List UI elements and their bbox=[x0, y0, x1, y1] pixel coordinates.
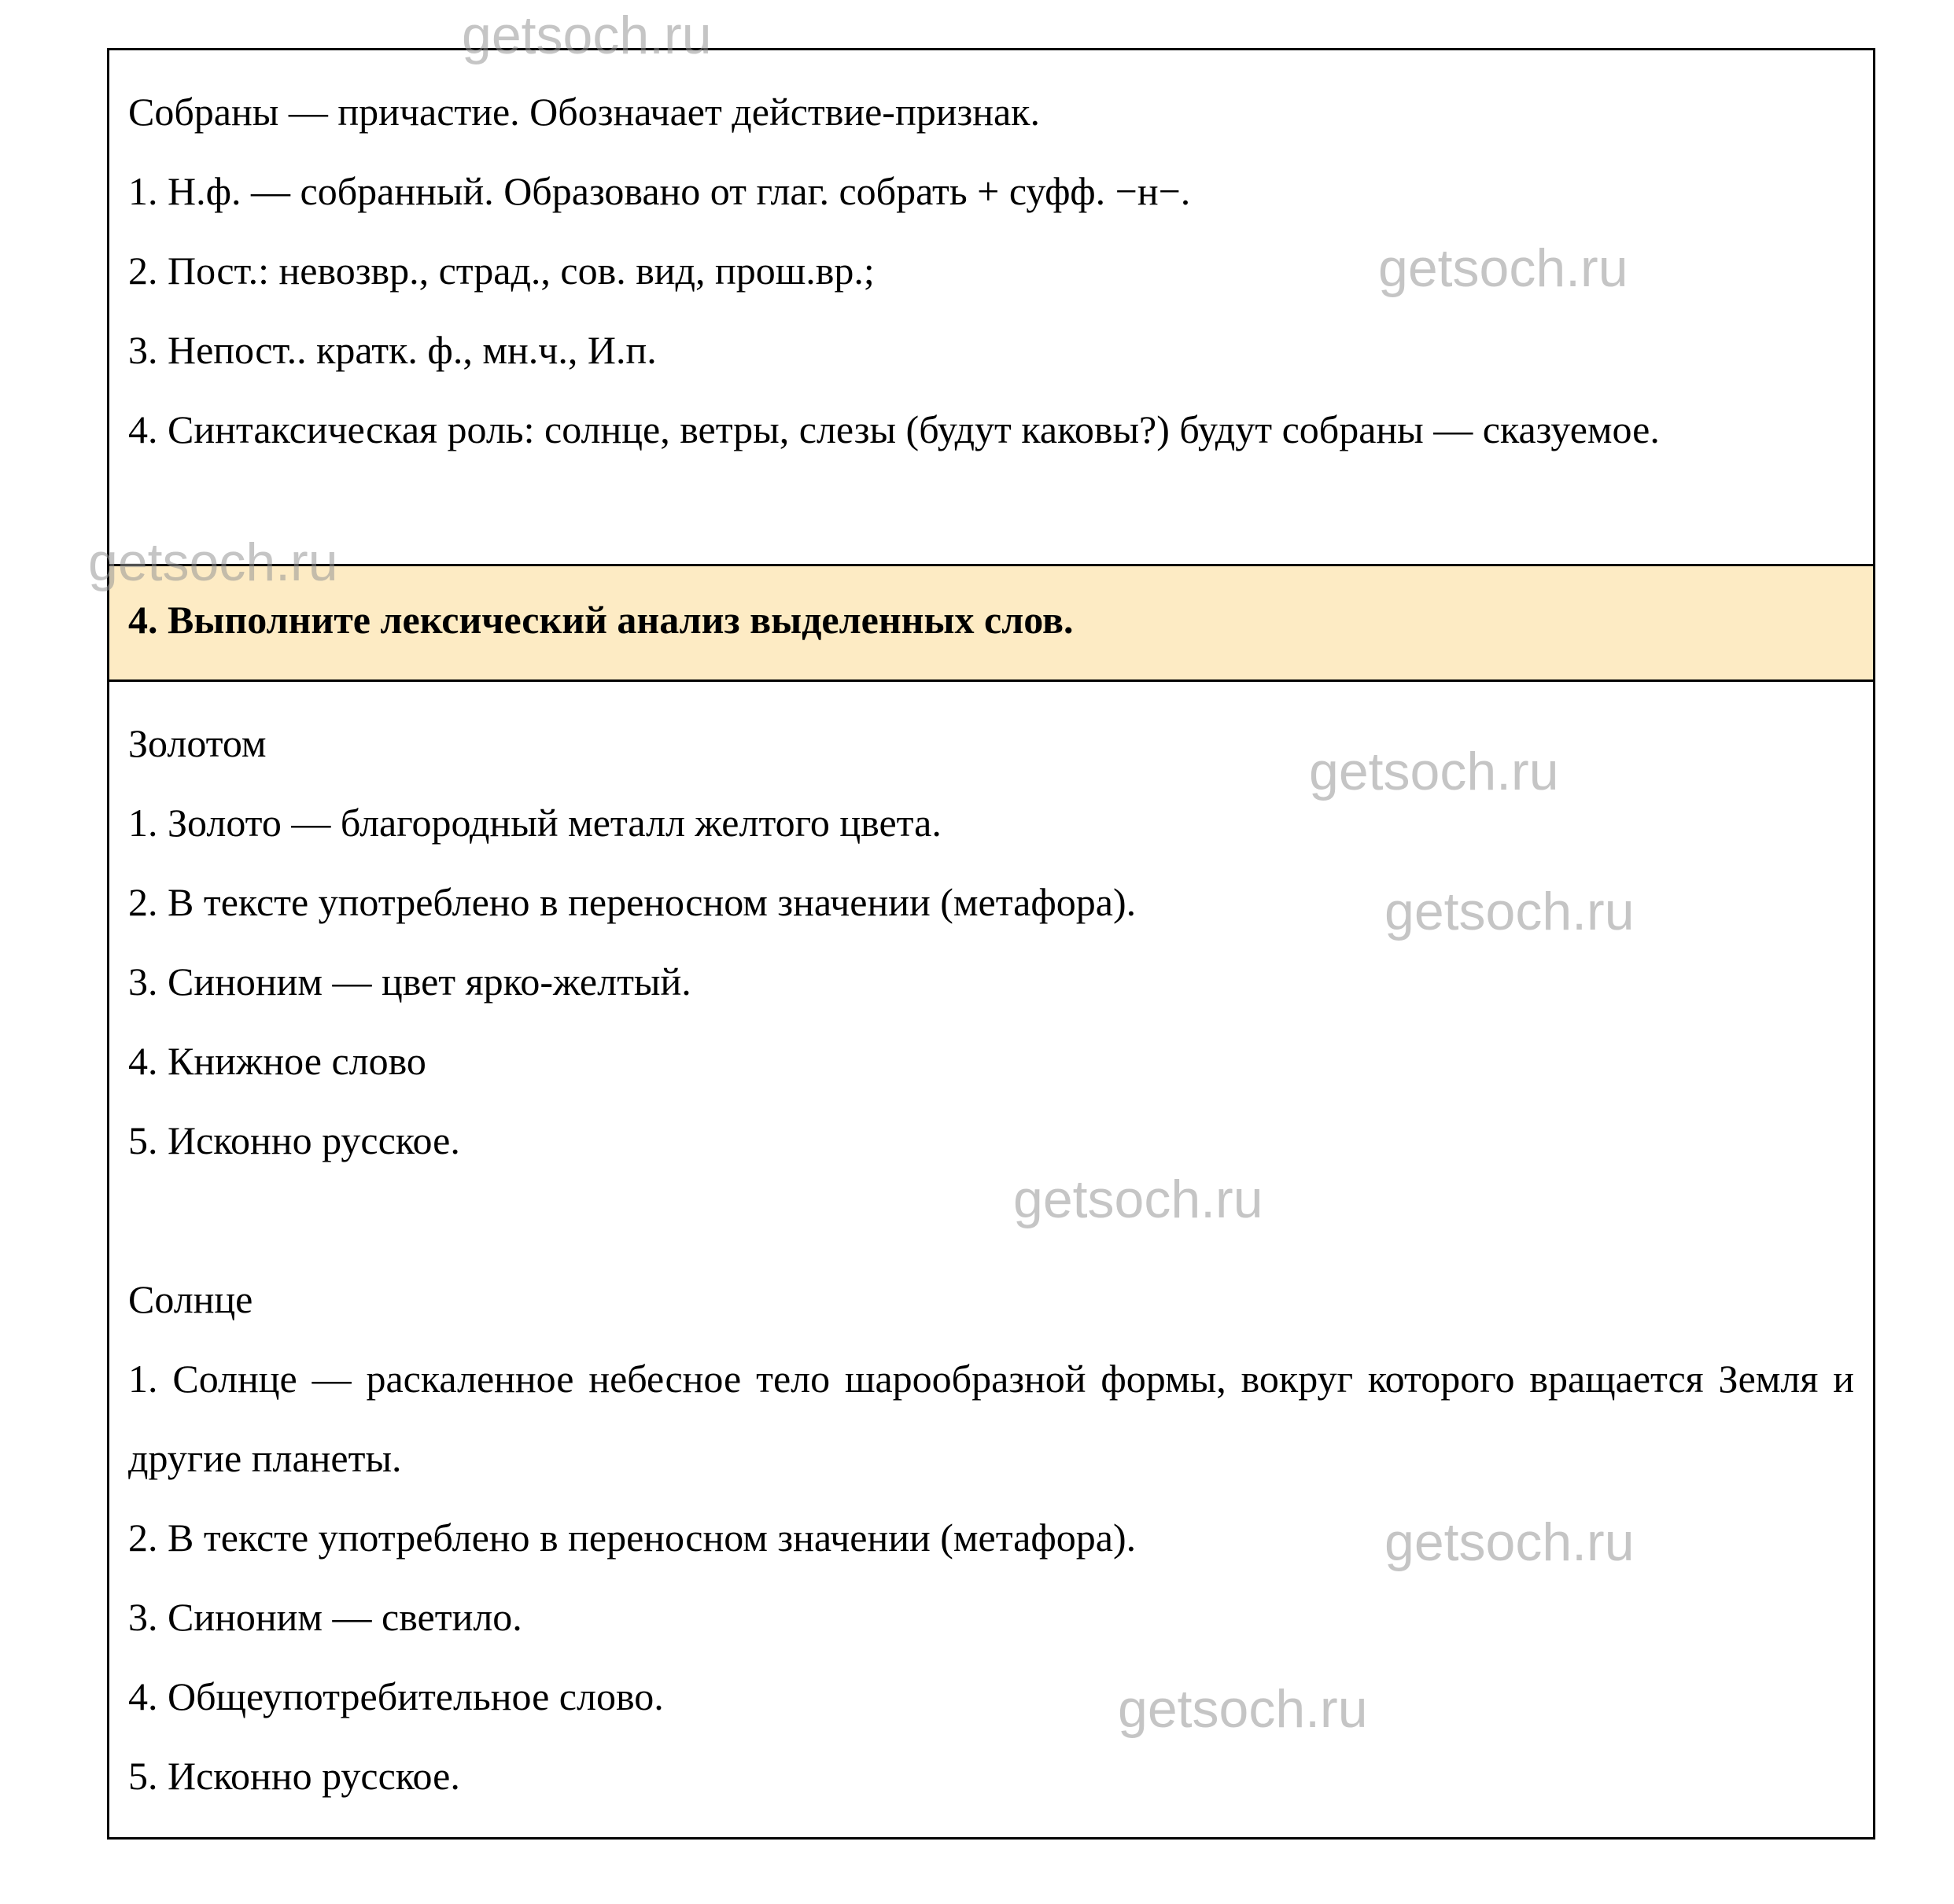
analysis-line: 4. Синтаксическая роль: солнце, ветры, слезы (будут каковы?) будут собраны — сказуемое. bbox=[128, 407, 1660, 451]
word-item: 4. Общеупотребительное слово. bbox=[128, 1674, 664, 1718]
analysis-line: 2. Пост.: невозвр., страд., сов. вид, прош.вр.; bbox=[128, 249, 875, 293]
word-title: Золотом bbox=[128, 721, 267, 765]
lexical-analysis-cell bbox=[109, 682, 1873, 1837]
word-title: Солнце bbox=[128, 1277, 253, 1321]
task-heading: 4. Выполните лексический анализ выделенных слов. bbox=[128, 598, 1074, 642]
spacer bbox=[128, 1180, 1854, 1260]
word-item: 4. Книжное слово bbox=[128, 1039, 426, 1083]
watermark: getsoch.ru bbox=[1118, 1679, 1368, 1739]
watermark: getsoch.ru bbox=[1384, 882, 1635, 941]
watermark: getsoch.ru bbox=[1309, 742, 1559, 801]
word-item: 5. Исконно русское. bbox=[128, 1118, 460, 1162]
watermark: getsoch.ru bbox=[1384, 1512, 1635, 1572]
task-header bbox=[109, 566, 1873, 682]
participle-analysis-cell bbox=[109, 50, 1873, 566]
word-item: 3. Синоним — светило. bbox=[128, 1595, 522, 1639]
word-item: 1. Солнце — раскаленное небесное тело шарообразной формы, вокруг которого вращается Земля и другие планеты. bbox=[128, 1357, 1854, 1480]
analysis-line: Собраны — причастие. Обозначает действие-признак. bbox=[128, 90, 1040, 134]
word-item: 2. В тексте употреблено в переносном значении (метафора). bbox=[128, 1515, 1137, 1560]
word-item: 1. Золото — благородный металл желтого цвета. bbox=[128, 801, 942, 845]
watermark: getsoch.ru bbox=[462, 6, 712, 65]
answer-table bbox=[107, 48, 1875, 1840]
word-item: 5. Исконно русское. bbox=[128, 1754, 460, 1798]
analysis-line: 1. Н.ф. — собранный. Образовано от глаг. собрать + суфф. −н−. bbox=[128, 169, 1191, 213]
word-item: 2. В тексте употреблено в переносном значении (метафора). bbox=[128, 880, 1137, 924]
watermark: getsoch.ru bbox=[1013, 1169, 1263, 1229]
watermark: getsoch.ru bbox=[88, 532, 338, 592]
analysis-line: 3. Непост.. кратк. ф., мн.ч., И.п. bbox=[128, 328, 657, 372]
word-item: 3. Синоним — цвет ярко-желтый. bbox=[128, 959, 691, 1004]
watermark: getsoch.ru bbox=[1378, 238, 1628, 298]
